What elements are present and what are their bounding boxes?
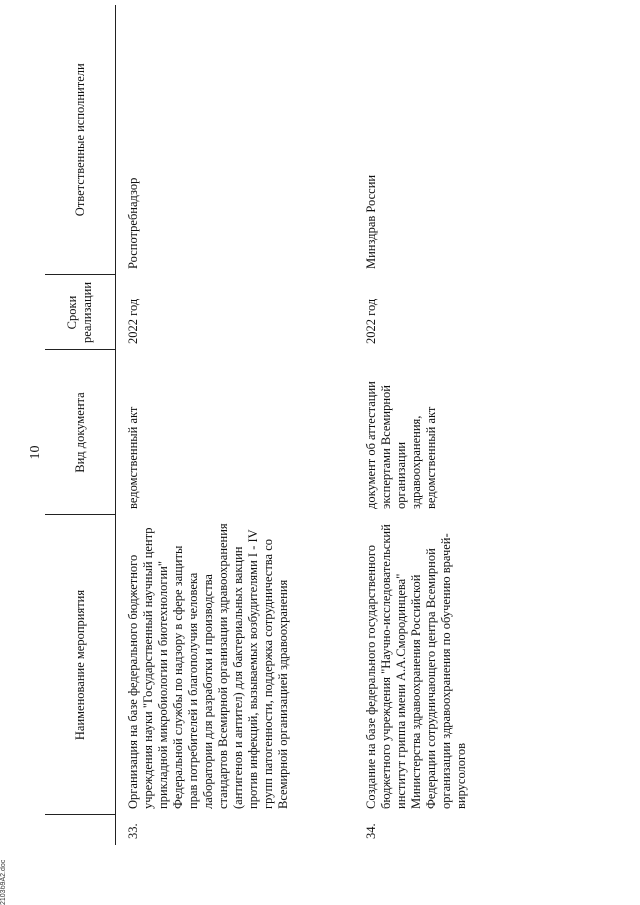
document-type: ведомственный акт: [126, 406, 140, 509]
document-type: документ об аттестации экспертами Всемирной организации здравоохранения, ведомственный акт: [364, 381, 438, 509]
responsible-executor: Минздрав России: [364, 174, 378, 269]
measure-name: Организация на базе федерального бюджетного учреждения науки "Государственный научный центр прикладной микробиологии и биотехнологии" Федеральной службы по надзору в сфере защиты прав потребителей и благополучия человека лаборатории для разработки и производства стандартов Всемирной организации здравоохранения (антигенов и антител) для бактериальных вакцин против инфекций, вызываемых возбудителями I - IV групп патогенности, поддержка сотрудничества со Всемирной организацией здравоохранения: [126, 523, 290, 809]
page-number: 10: [28, 445, 43, 460]
measure-name: Создание на базе федерального государственного бюджетного учреждения "Научно-исследовательский институт гриппа имени А.А.Смородинцева" Министерства здравоохранения Российской Федерации сотрудничающего центра Всемирной организации здравоохранения по обучению врачей-вирусологов: [364, 524, 468, 809]
table-row: [116, 5, 355, 845]
table-header-row: [45, 5, 116, 845]
implementation-term: 2022 год: [364, 298, 378, 344]
row-number: 34.: [364, 823, 378, 839]
measures-table: [45, 5, 522, 845]
row-number: 33.: [126, 823, 140, 839]
header-term: Сроки реализации: [45, 275, 116, 350]
table-row: [354, 5, 522, 845]
file-code: 2103б9А2.doc: [0, 859, 7, 905]
implementation-term: 2022 год: [126, 298, 140, 344]
responsible-executor: Роспотребнадзор: [126, 177, 140, 269]
header-name: Наименование мероприятия: [45, 515, 116, 815]
header-resp: Ответственные исполнители: [45, 5, 116, 275]
header-num: [45, 815, 116, 845]
header-doc: Вид документа: [45, 350, 116, 515]
